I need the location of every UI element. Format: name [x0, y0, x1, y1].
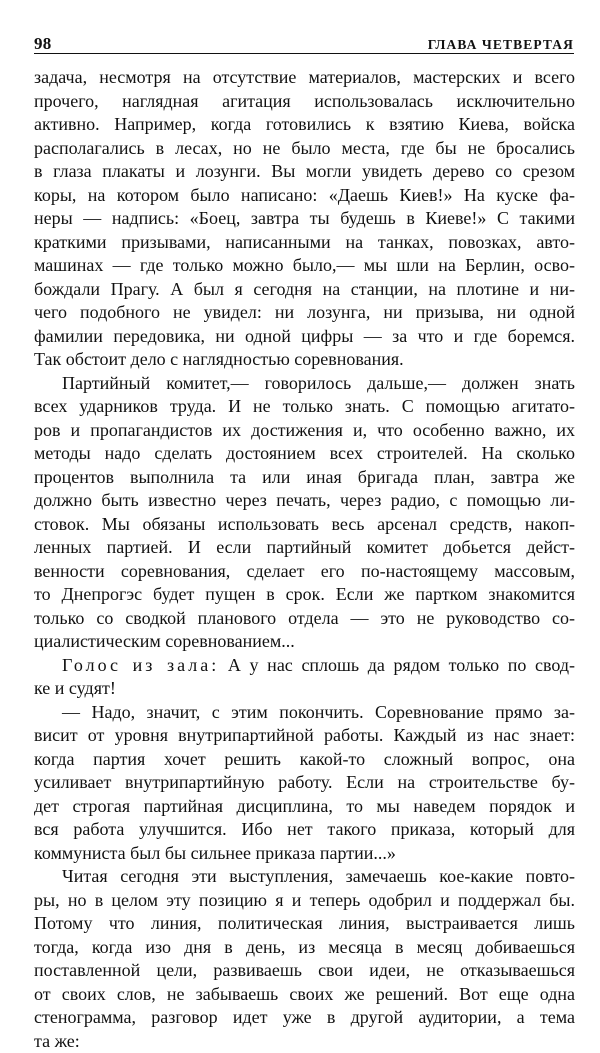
- text-line: висит от уровня внутрипартийной работы. Каждый из нас знает:: [34, 724, 575, 748]
- text-line: только со сводкой планового отдела — это не руководство со-: [34, 607, 575, 631]
- text-line: активно. Например, когда готовились к взятию Киева, войска: [34, 113, 575, 137]
- running-head-chapter-title: ГЛАВА ЧЕТВЕРТАЯ: [428, 37, 574, 53]
- text-line: от своих слов, не забываешь своих же решений. Вот еще одна: [34, 983, 575, 1007]
- text-line: ке и судят!: [34, 677, 575, 701]
- text-line: усиливает внутрипартийную работу. Если на строительстве бу-: [34, 771, 575, 795]
- text-line: — Надо, значит, с этим покончить. Соревнование прямо за-: [34, 701, 575, 725]
- text-line: ров и пропагандистов их достижения и, что особенно важно, их: [34, 419, 575, 443]
- text-line: когда партия хочет решить какой-то сложный вопрос, она: [34, 748, 575, 772]
- text-line: фамилии передовика, ни одной цифры — за что и где боремся.: [34, 325, 575, 349]
- text-line: ры, но в целом эту позицию я и теперь одобрил и поддержал бы.: [34, 889, 575, 913]
- page-header: [34, 32, 574, 54]
- text-line: тогда, когда изо дня в день, из месяца в месяц добиваешься: [34, 936, 575, 960]
- text-line: чего подобного не увидел: ни лозунга, ни призыва, ни одной: [34, 301, 575, 325]
- text-line: Партийный комитет,— говорилось дальше,— должен знать: [34, 372, 575, 396]
- header-rule: [34, 53, 574, 54]
- text-line: задача, несмотря на отсутствие материалов, мастерских и всего: [34, 66, 575, 90]
- text-line: дет строгая партийная дисциплина, то мы наведем порядок и: [34, 795, 575, 819]
- text-line: вся работа улучшится. Ибо нет такого приказа, который для: [34, 818, 575, 842]
- text-line: то Днепрогэс будет пущен в срок. Если же партком знакомится: [34, 583, 575, 607]
- text-line: Читая сегодня эти выступления, замечаешь кое-какие повто-: [34, 865, 575, 889]
- text-line: коры, на котором было написано: «Даешь Киев!» На куске фа-: [34, 184, 575, 208]
- text-line: Потому что линия, политическая линия, выстраивается лишь: [34, 912, 575, 936]
- text-line: стенограмма, разговор идет уже в другой аудитории, а тема: [34, 1006, 575, 1030]
- text-line: методы надо сделать достоянием всех строителей. На сколько: [34, 442, 575, 466]
- text-line: коммуниста был бы сильнее приказа партии...»: [34, 842, 575, 866]
- text-line: ленных партией. И если партийный комитет добьется дейст-: [34, 536, 575, 560]
- text-line: та же:: [34, 1030, 575, 1053]
- text-line: всех ударников труда. И не только знать. С помощью агитато-: [34, 395, 575, 419]
- speaker-label: Голос из зала:: [62, 655, 219, 675]
- text-line: машинах — где только можно было,— мы шли на Берлин, осво-: [34, 254, 575, 278]
- text-line: стовок. Мы обязаны использовать весь арсенал средств, накоп-: [34, 513, 575, 537]
- text-line: процентов выполнила та или иная бригада план, завтра же: [34, 466, 575, 490]
- text-line: поставленной цели, развиваешь свои идеи, не отказываешься: [34, 959, 575, 983]
- text-line: располагались в лесах, но не было места, где бы не бросались: [34, 137, 575, 161]
- text-line: должно быть известно через печать, через радио, с помощью ли-: [34, 489, 575, 513]
- text-line: Так обстоит дело с наглядностью соревнования.: [34, 348, 575, 372]
- text-line: в глаза плакаты и лозунги. Вы могли увидеть дерево со срезом: [34, 160, 575, 184]
- text-line: бождали Прагу. А был я сегодня на станции, на плотине и ни-: [34, 278, 575, 302]
- text-line: прочего, наглядная агитация использовалась исключительно: [34, 90, 575, 114]
- body-text: [34, 66, 575, 1053]
- page-number: 98: [34, 34, 51, 54]
- speaker-remark: А у нас сплошь да рядом только по свод-: [219, 655, 575, 675]
- text-line: краткими призывами, написанными на танках, повозках, авто-: [34, 231, 575, 255]
- text-line: неры — надпись: «Боец, завтра ты будешь в Киеве!» С такими: [34, 207, 575, 231]
- text-line: циалистическим соревнованием...: [34, 630, 575, 654]
- text-line-speaker: [34, 654, 575, 678]
- text-line: венности соревнования, сделает его по-настоящему массовым,: [34, 560, 575, 584]
